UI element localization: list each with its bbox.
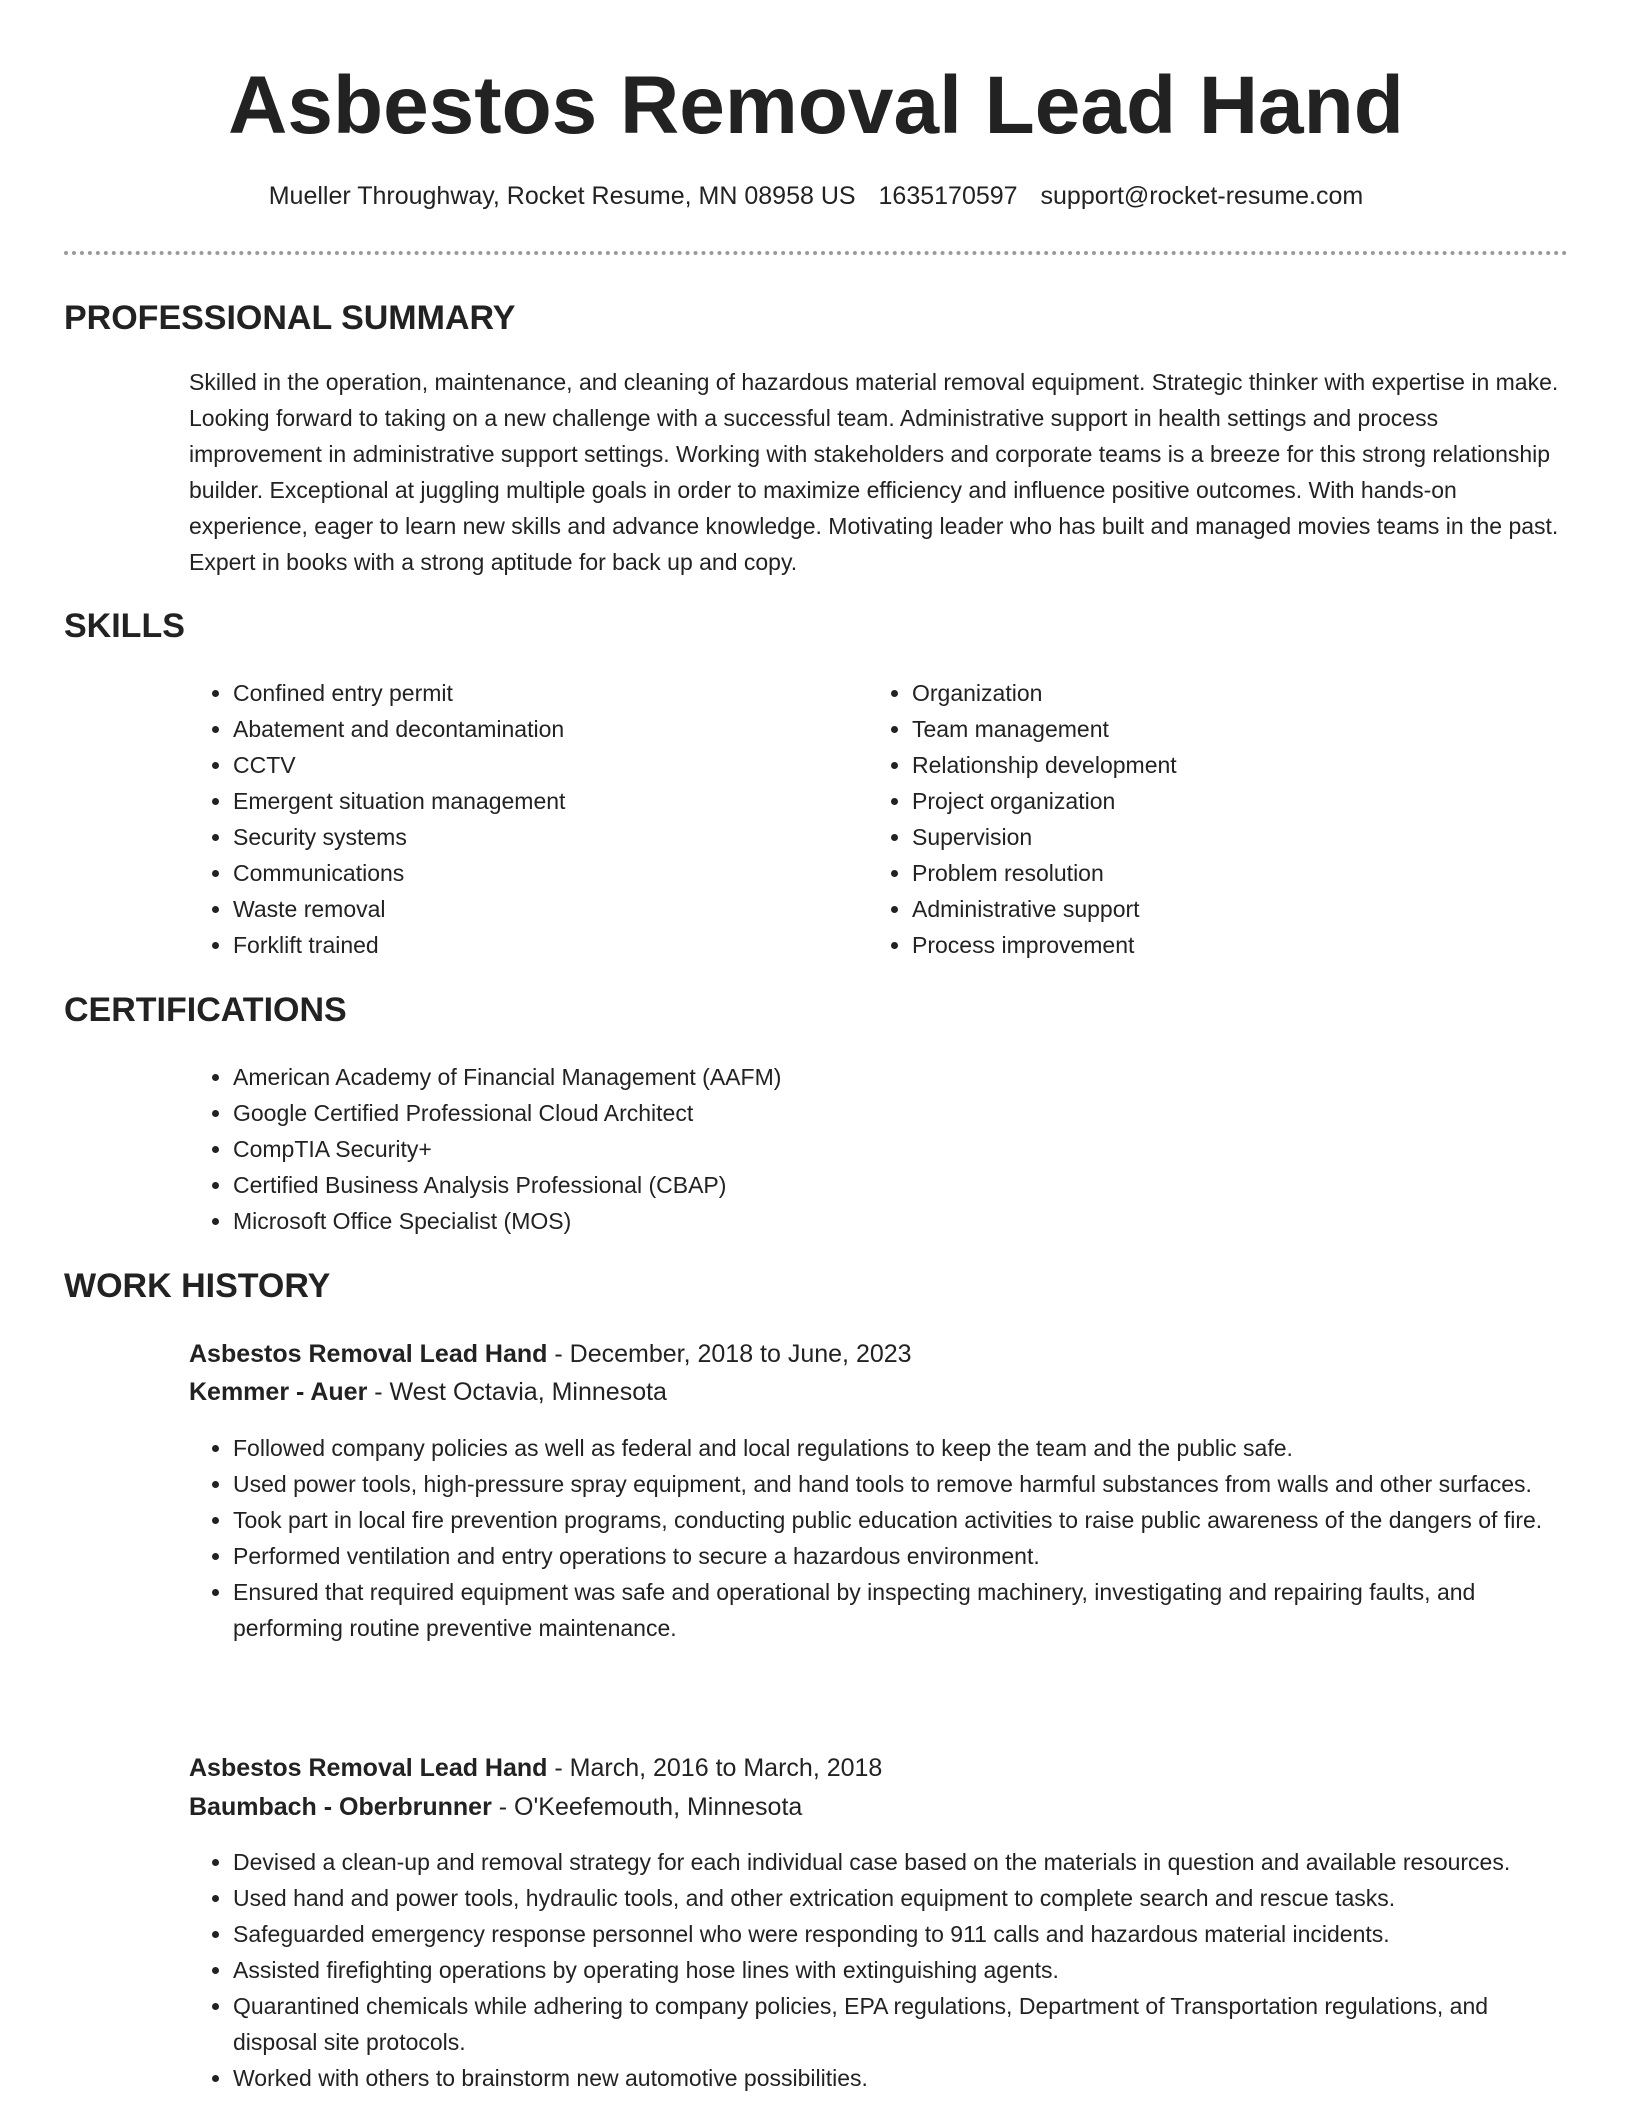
- list-item: • Used power tools, high-pressure spray equipment, and hand tools to remove harmful substances from walls and other surfaces.: [233, 1466, 1573, 1502]
- candidate-name: Asbestos Removal Lead Hand: [228, 60, 1404, 151]
- job-2-company: Baumbach - Oberbrunner: [189, 1793, 492, 1821]
- list-item: • Process improvement: [912, 927, 1532, 963]
- header-divider: [64, 251, 1568, 255]
- summary-heading: PROFESSIONAL SUMMARY: [64, 299, 516, 337]
- list-item: • Assisted firefighting operations by operating hose lines with extinguishing agents.: [233, 1952, 1573, 1988]
- job-2-title-line: [189, 1749, 1569, 1787]
- skills-heading: SKILLS: [64, 607, 185, 645]
- list-item: • Google Certified Professional Cloud Architect: [233, 1095, 1533, 1131]
- list-item: • Abatement and decontamination: [233, 711, 853, 747]
- skills-list-right: [868, 675, 1532, 963]
- list-item: • Project organization: [912, 783, 1532, 819]
- list-item: • Followed company policies as well as federal and local regulations to keep the team and the public safe.: [233, 1430, 1573, 1466]
- contact-line: [64, 180, 1568, 212]
- list-item: • Certified Business Analysis Professional (CBAP): [233, 1167, 1533, 1203]
- skills-list-left: [189, 675, 853, 963]
- list-item: • Team management: [912, 711, 1532, 747]
- list-item: • Worked with others to brainstorm new automotive possibilities.: [233, 2060, 1573, 2096]
- list-item: • Microsoft Office Specialist (MOS): [233, 1203, 1533, 1239]
- list-item: • CCTV: [233, 747, 853, 783]
- list-item: • Organization: [912, 675, 1532, 711]
- list-item: • Performed ventilation and entry operations to secure a hazardous environment.: [233, 1538, 1573, 1574]
- list-item: • Administrative support: [912, 891, 1532, 927]
- work-history-heading: WORK HISTORY: [64, 1267, 331, 1305]
- list-item: • Devised a clean-up and removal strategy for each individual case based on the materials in question and available resources.: [233, 1844, 1573, 1880]
- certifications-list: [189, 1059, 1533, 1239]
- list-item: • Forklift trained: [233, 927, 853, 963]
- list-item: • CompTIA Security+: [233, 1131, 1533, 1167]
- contact-address: Mueller Throughway, Rocket Resume, MN 08958 US: [268, 182, 856, 210]
- list-item: • American Academy of Financial Management (AAFM): [233, 1059, 1533, 1095]
- summary-text: Skilled in the operation, maintenance, and cleaning of hazardous material removal equipment. Strategic thinker with expertise in make. Looking forward to taking on a new challenge with a successful team. Administrative support in health settings and process improvement in administrative support settings. Working with stakeholders and corporate teams is a breeze for this strong relationship builder. Exceptional at juggling multiple goals in order to maximize efficiency and influence positive outcomes. With hands-on experience, eager to learn new skills and advance knowledge. Motivating leader who has built and managed movies teams in the past. Expert in books with a strong aptitude for back up and copy.: [189, 369, 1559, 575]
- list-item: • Communications: [233, 855, 853, 891]
- list-item: • Ensured that required equipment was safe and operational by inspecting machinery, investigating and repairing faults, and performing routine preventive maintenance.: [233, 1574, 1573, 1646]
- job-1-bullets: [189, 1430, 1573, 1646]
- job-2-role: Asbestos Removal Lead Hand: [189, 1754, 548, 1782]
- job-2-dates: - March, 2016 to March, 2018: [547, 1754, 883, 1782]
- list-item: • Confined entry permit: [233, 675, 853, 711]
- job-1-location: - West Octavia, Minnesota: [367, 1378, 667, 1406]
- job-1-company-line: [189, 1373, 1569, 1411]
- list-item: • Safeguarded emergency response personnel who were responding to 911 calls and hazardous material incidents.: [233, 1916, 1573, 1952]
- job-1-dates: - December, 2018 to June, 2023: [547, 1340, 912, 1368]
- contact-email: support@rocket-resume.com: [1040, 182, 1364, 210]
- list-item: • Took part in local fire prevention programs, conducting public education activities to raise public awareness of the dangers of fire.: [233, 1502, 1573, 1538]
- contact-phone: 1635170597: [878, 182, 1018, 210]
- list-item: • Security systems: [233, 819, 853, 855]
- list-item: • Quarantined chemicals while adhering to company policies, EPA regulations, Department of Transportation regulations, and disposal site protocols.: [233, 1988, 1573, 2060]
- list-item: • Relationship development: [912, 747, 1532, 783]
- job-1-role: Asbestos Removal Lead Hand: [189, 1340, 548, 1368]
- list-item: • Used hand and power tools, hydraulic tools, and other extrication equipment to complete search and rescue tasks.: [233, 1880, 1573, 1916]
- job-2-bullets: [189, 1844, 1573, 2096]
- certifications-heading: CERTIFICATIONS: [64, 991, 347, 1029]
- list-item: • Supervision: [912, 819, 1532, 855]
- list-item: • Waste removal: [233, 891, 853, 927]
- list-item: • Problem resolution: [912, 855, 1532, 891]
- job-1-company: Kemmer - Auer: [189, 1378, 368, 1406]
- job-2-company-line: [189, 1788, 1569, 1826]
- job-1-title-line: [189, 1335, 1569, 1373]
- job-2-location: - O'Keefemouth, Minnesota: [491, 1793, 803, 1821]
- list-item: • Emergent situation management: [233, 783, 853, 819]
